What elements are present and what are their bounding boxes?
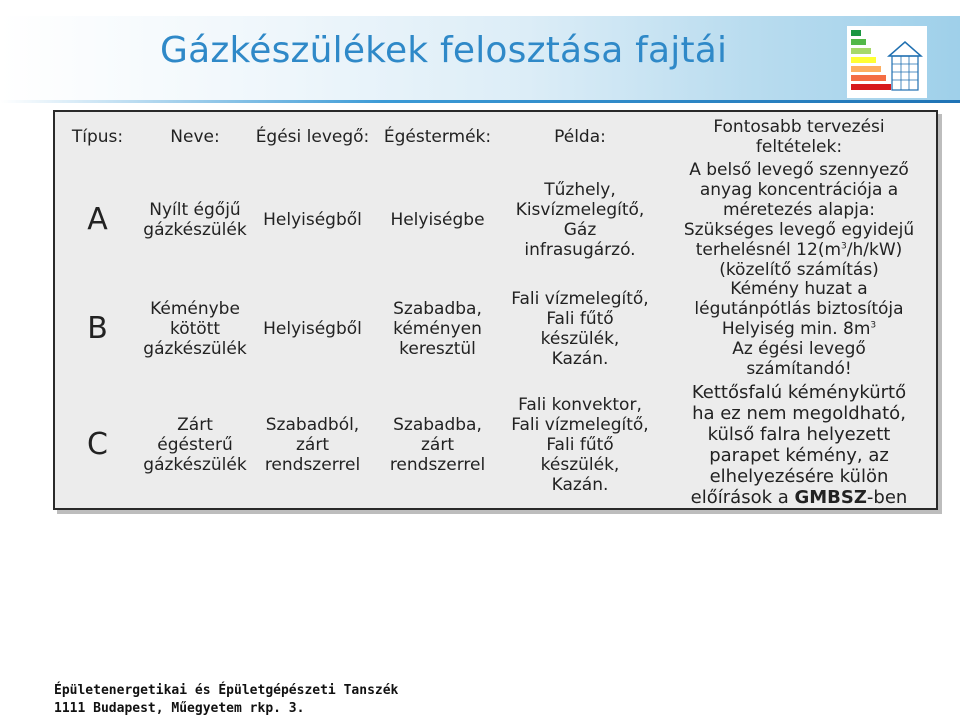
row-b-termek xyxy=(375,277,500,380)
row-a-levego: Helyiségből xyxy=(263,209,362,230)
row-a-termek: Helyiségbe xyxy=(390,209,485,230)
row-c-pelda-line4: készülék, xyxy=(540,455,620,475)
row-c-neve xyxy=(140,380,250,510)
row-a-neve xyxy=(140,162,250,277)
row-b-pelda-line3: készülék, xyxy=(540,328,620,349)
row-a-pelda-line4: infrasugárzó. xyxy=(524,239,636,260)
row-a-pelda xyxy=(500,162,660,277)
header-fontosabb-line1: Fontosabb tervezési xyxy=(713,117,885,137)
row-b-termek-line1: Szabadba, xyxy=(393,298,482,319)
row-a-pelda-line1: Tűzhely, xyxy=(544,179,616,200)
row-b-felt-line3 xyxy=(722,319,876,339)
row-c-feltetelek xyxy=(660,380,938,510)
row-b-neve-line3: gázkészülék xyxy=(143,338,247,359)
header-fontosabb xyxy=(660,112,938,162)
row-c-felt-line6 xyxy=(691,487,908,508)
row-b-levego: Helyiségből xyxy=(263,318,362,339)
row-c-felt-line4: parapet kémény, az xyxy=(709,445,889,466)
row-b-pelda-line4: Kazán. xyxy=(551,348,609,369)
footer-line1: Épületenergetikai és Épületgépészeti Tanszék xyxy=(54,683,399,698)
row-a-felt-line5 xyxy=(696,240,903,260)
row-a-pelda-line3: Gáz xyxy=(563,219,597,240)
row-b-pelda xyxy=(500,277,660,380)
row-b-neve-line1: Kéménybe xyxy=(150,298,240,319)
header-egesi-levego: Égési levegő: xyxy=(255,127,370,147)
row-a-felt-line5-sup: 3 xyxy=(841,240,847,251)
row-b-felt-line4: Az égési levegő xyxy=(732,338,866,359)
row-b-felt-line3-sup: 3 xyxy=(870,319,877,330)
row-c-felt-line6-b: -ben xyxy=(866,487,908,508)
row-c-termek-line2: zárt xyxy=(421,435,454,455)
header-egestermek: Égéstermék: xyxy=(383,127,492,147)
row-b-pelda-line2: Fali fűtő xyxy=(546,308,614,329)
footer xyxy=(54,682,398,718)
row-c-felt-line1: Kettősfalú kéménykürtő xyxy=(691,382,907,403)
row-c-pelda-line1: Fali konvektor, xyxy=(518,395,642,415)
row-b-neve xyxy=(140,277,250,380)
energy-bar xyxy=(851,39,866,45)
row-b-felt-line3-a: Helyiség min. 8m xyxy=(721,318,871,339)
row-c-felt-line6-a: előírások a xyxy=(690,487,795,508)
row-a-felt-line2: anyag koncentrációja a xyxy=(699,179,899,200)
header-fontosabb-line2: feltételek: xyxy=(755,137,843,157)
row-a-felt-line5-b: /h/kW) xyxy=(846,239,903,260)
row-a-felt-line5-a: terhelésnél 12(m xyxy=(695,239,842,260)
row-c-felt-line5: elhelyezésére külön xyxy=(709,466,889,487)
row-b-felt-line2: légutánpótlás biztosítója xyxy=(694,298,904,319)
row-c-pelda-line2: Fali vízmelegítő, xyxy=(511,415,649,435)
row-a-letter: A xyxy=(87,201,108,237)
row-a-felt-line6: (közelítő számítás) xyxy=(719,259,879,280)
row-c-felt-line3: külső falra helyezett xyxy=(707,424,891,445)
header-rule xyxy=(0,100,960,103)
energy-bar xyxy=(851,66,881,72)
energy-label-logo xyxy=(847,26,927,98)
row-c-felt-line6-bold: GMBSZ xyxy=(794,487,867,508)
page-title: Gázkészülékek felosztása fajtái xyxy=(160,30,728,71)
header-tipus: Típus: xyxy=(71,127,124,147)
row-c-pelda xyxy=(500,380,660,510)
energy-bar xyxy=(851,30,861,36)
header-neve: Neve: xyxy=(170,127,220,147)
row-c-levego xyxy=(250,380,375,510)
energy-bar xyxy=(851,57,876,63)
header-pelda: Példa: xyxy=(554,127,606,147)
row-c-pelda-line3: Fali fűtő xyxy=(546,435,614,455)
row-b-felt-line5: számítandó! xyxy=(746,358,852,379)
row-c-termek xyxy=(375,380,500,510)
energy-bar xyxy=(851,75,886,81)
row-b-termek-line2: kéményen xyxy=(393,318,482,339)
row-a-felt-line1: A belső levegő szennyező xyxy=(689,159,909,180)
row-c-felt-line2: ha ez nem megoldható, xyxy=(692,403,906,424)
row-c-termek-line1: Szabadba, xyxy=(393,415,482,435)
row-b-feltetelek xyxy=(660,277,938,380)
building-icon xyxy=(885,38,925,94)
row-c-neve-line1: Zárt xyxy=(177,415,213,435)
row-a-felt-line4: Szükséges levegő egyidejű xyxy=(683,219,915,240)
row-c-termek-line3: rendszerrel xyxy=(389,455,486,475)
row-b-felt-line1: Kémény huzat a xyxy=(730,278,868,299)
energy-bar xyxy=(851,48,871,54)
row-a-pelda-line2: Kisvízmelegítő, xyxy=(515,199,645,220)
row-c-levego-line2: zárt xyxy=(296,435,329,455)
row-a-feltetelek xyxy=(660,159,938,280)
row-b-pelda-line1: Fali vízmelegítő, xyxy=(511,288,649,309)
row-a-neve-line2: gázkészülék xyxy=(143,219,247,240)
row-c-neve-line3: gázkészülék xyxy=(143,455,247,475)
device-table xyxy=(53,110,938,510)
row-b-letter: B xyxy=(87,310,108,346)
row-c-letter: C xyxy=(87,427,108,462)
row-c-neve-line2: égésterű xyxy=(157,435,233,455)
footer-line2: 1111 Budapest, Műegyetem rkp. 3. xyxy=(54,701,305,716)
row-c-levego-line3: rendszerrel xyxy=(264,455,361,475)
row-c-levego-line1: Szabadból, xyxy=(265,415,360,435)
row-a-felt-line3: méretezés alapja: xyxy=(722,199,876,220)
row-c-pelda-line5: Kazán. xyxy=(551,475,609,495)
row-a-neve-line1: Nyílt égőjű xyxy=(149,199,241,220)
row-b-termek-line3: keresztül xyxy=(399,338,476,359)
row-b-neve-line2: kötött xyxy=(169,318,221,339)
